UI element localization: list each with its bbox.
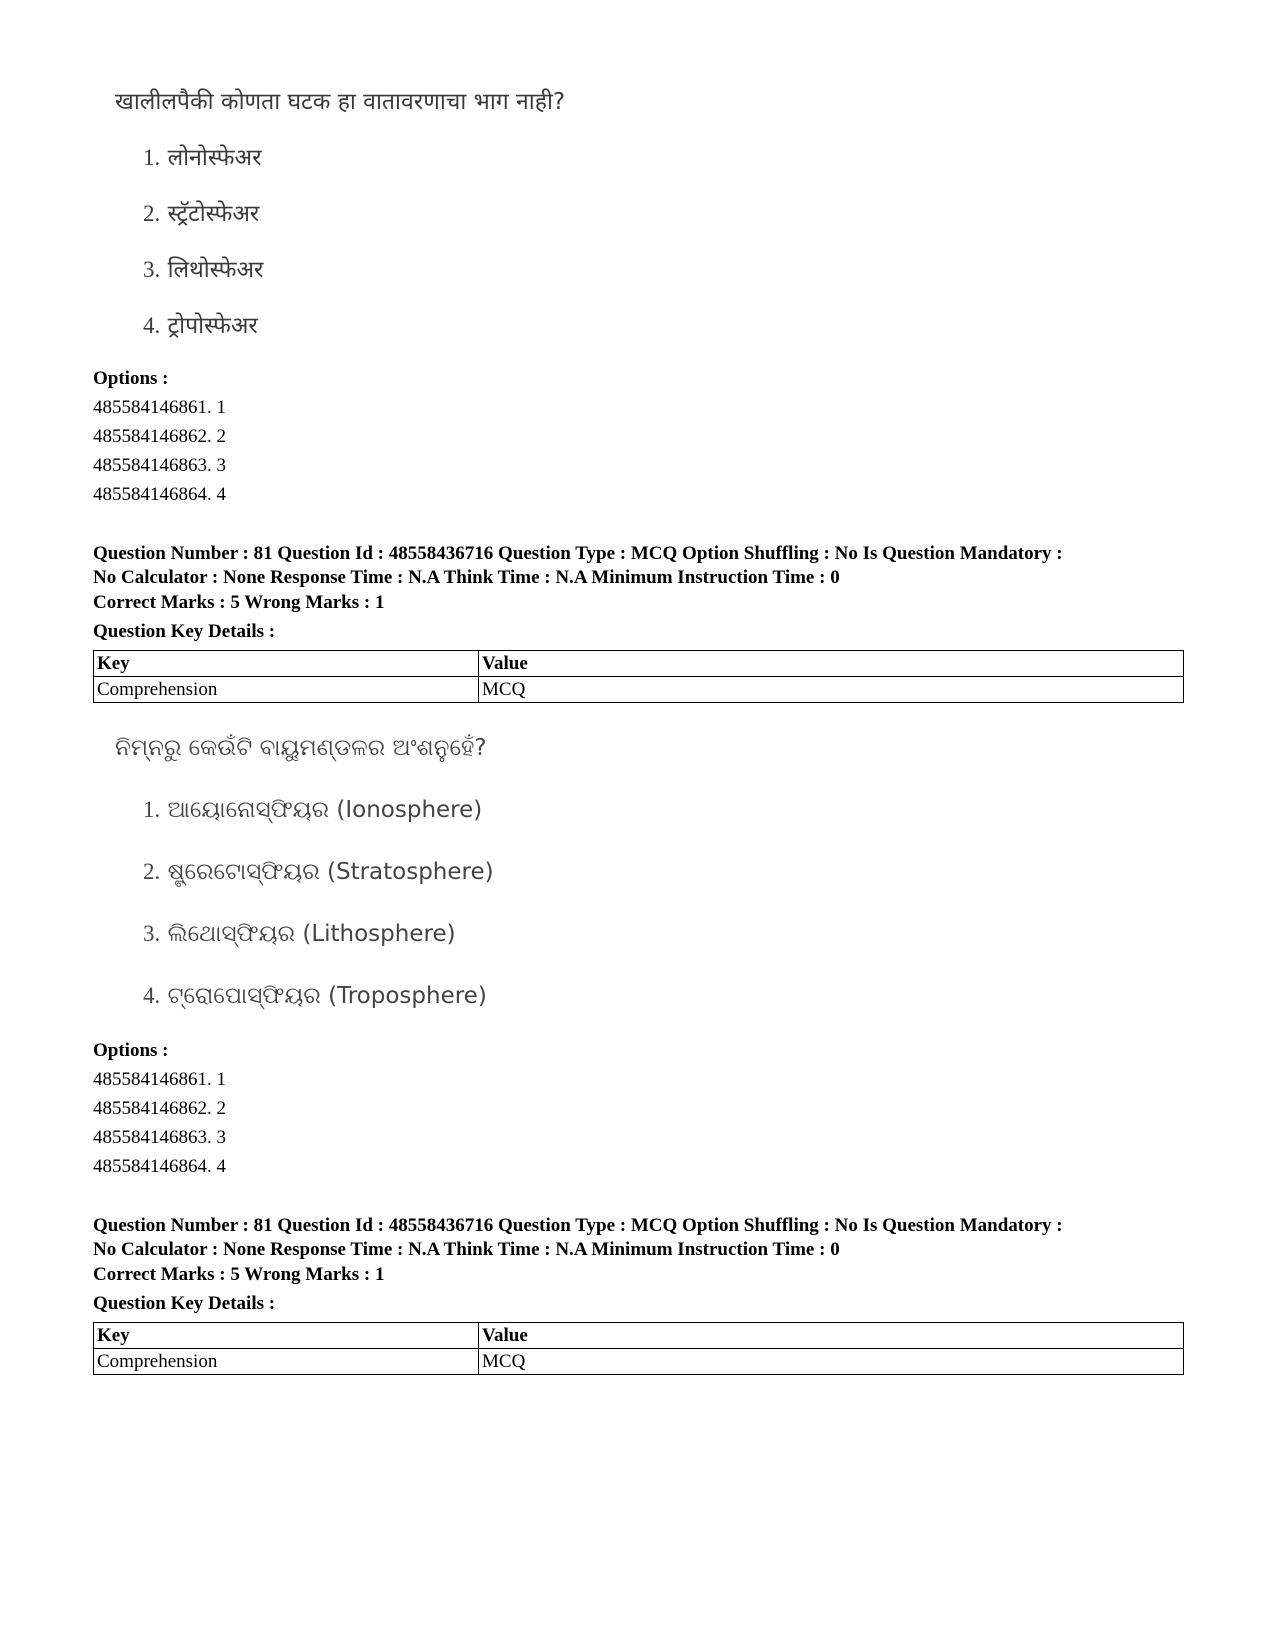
choice-1 <box>143 797 482 823</box>
options-list <box>93 364 226 509</box>
table-row <box>94 1349 1184 1375</box>
choice-2 <box>143 196 259 228</box>
table-header-row <box>94 1323 1184 1349</box>
question-image-odia <box>115 735 494 1009</box>
choice-text: लोनोस्फेअर <box>167 145 262 171</box>
choice-number: 3. <box>143 921 161 946</box>
marks-line: Correct Marks : 5 Wrong Marks : 1 <box>93 1264 385 1285</box>
choice-number: 4. <box>143 313 161 338</box>
meta-line-1: Question Number : 81 Question Id : 48558436716 Question Type : MCQ Option Shuffling : No Is Question Mandatory : <box>93 543 1063 564</box>
question-text: खालीलपैकी कोणता घटक हा वातावरणाचा भाग नाही? <box>115 89 566 115</box>
question-meta <box>93 542 1193 590</box>
key-details-table <box>93 650 1184 703</box>
option-item: 485584146861. 1 <box>93 1069 226 1090</box>
choice-number: 3. <box>143 257 161 282</box>
header-key: Key <box>94 1323 479 1349</box>
options-header: Options : <box>93 1040 169 1061</box>
choice-3 <box>143 921 456 947</box>
choice-number: 1. <box>143 797 161 822</box>
choice-text: ଟ୍ରୋପୋସ୍ଫିୟର (Troposphere) <box>167 983 487 1009</box>
cell-key: Comprehension <box>94 677 479 703</box>
choice-1 <box>143 140 262 172</box>
cell-value: MCQ <box>479 677 1184 703</box>
table-header-row <box>94 651 1184 677</box>
choice-text: लिथोस्फेअर <box>167 257 264 283</box>
header-value: Value <box>479 1323 1184 1349</box>
key-details-table <box>93 1322 1184 1375</box>
option-item: 485584146862. 2 <box>93 1098 226 1119</box>
question-meta <box>93 1214 1193 1262</box>
question-image-marathi <box>115 84 566 339</box>
option-item: 485584146861. 1 <box>93 397 226 418</box>
option-item: 485584146862. 2 <box>93 426 226 447</box>
meta-line-2: No Calculator : None Response Time : N.A Think Time : N.A Minimum Instruction Time : 0 <box>93 567 840 588</box>
choice-number: 2. <box>143 859 161 884</box>
choice-3 <box>143 252 263 284</box>
choice-4 <box>143 308 258 340</box>
header-value: Value <box>479 651 1184 677</box>
key-details-header: Question Key Details : <box>93 1293 276 1314</box>
choice-number: 4. <box>143 983 161 1008</box>
options-list <box>93 1036 226 1181</box>
choice-text: ट्रोपोस्फेअर <box>167 313 258 339</box>
choice-text: ଲିଥୋସ୍ଫିୟର (Lithosphere) <box>167 921 456 947</box>
choice-number: 1. <box>143 145 161 170</box>
option-item: 485584146864. 4 <box>93 1156 226 1177</box>
choice-2 <box>143 859 494 885</box>
cell-value: MCQ <box>479 1349 1184 1375</box>
meta-line-2: No Calculator : None Response Time : N.A Think Time : N.A Minimum Instruction Time : 0 <box>93 1239 840 1260</box>
header-key: Key <box>94 651 479 677</box>
marks-line: Correct Marks : 5 Wrong Marks : 1 <box>93 592 385 613</box>
options-header: Options : <box>93 368 169 389</box>
question-text: ନିମ୍ନରୁ କେଉଁଟି ବାୟୁମଣ୍ଡଳର ଅଂଶନୁହେଁ? <box>115 735 487 761</box>
choice-text: ଆୟୋନୋସ୍ଫିୟର (Ionosphere) <box>167 797 483 823</box>
choice-text: ଷ୍ଟ୍ରେଟୋସ୍ଫିୟର (Stratosphere) <box>167 859 494 885</box>
choice-4 <box>143 983 487 1009</box>
option-item: 485584146863. 3 <box>93 1127 226 1148</box>
choice-text: स्ट्रॅटोस्फेअर <box>167 201 260 227</box>
table-row <box>94 677 1184 703</box>
meta-line-1: Question Number : 81 Question Id : 48558436716 Question Type : MCQ Option Shuffling : No Is Question Mandatory : <box>93 1215 1063 1236</box>
cell-key: Comprehension <box>94 1349 479 1375</box>
key-details-header: Question Key Details : <box>93 621 276 642</box>
option-item: 485584146864. 4 <box>93 484 226 505</box>
choice-number: 2. <box>143 201 161 226</box>
option-item: 485584146863. 3 <box>93 455 226 476</box>
